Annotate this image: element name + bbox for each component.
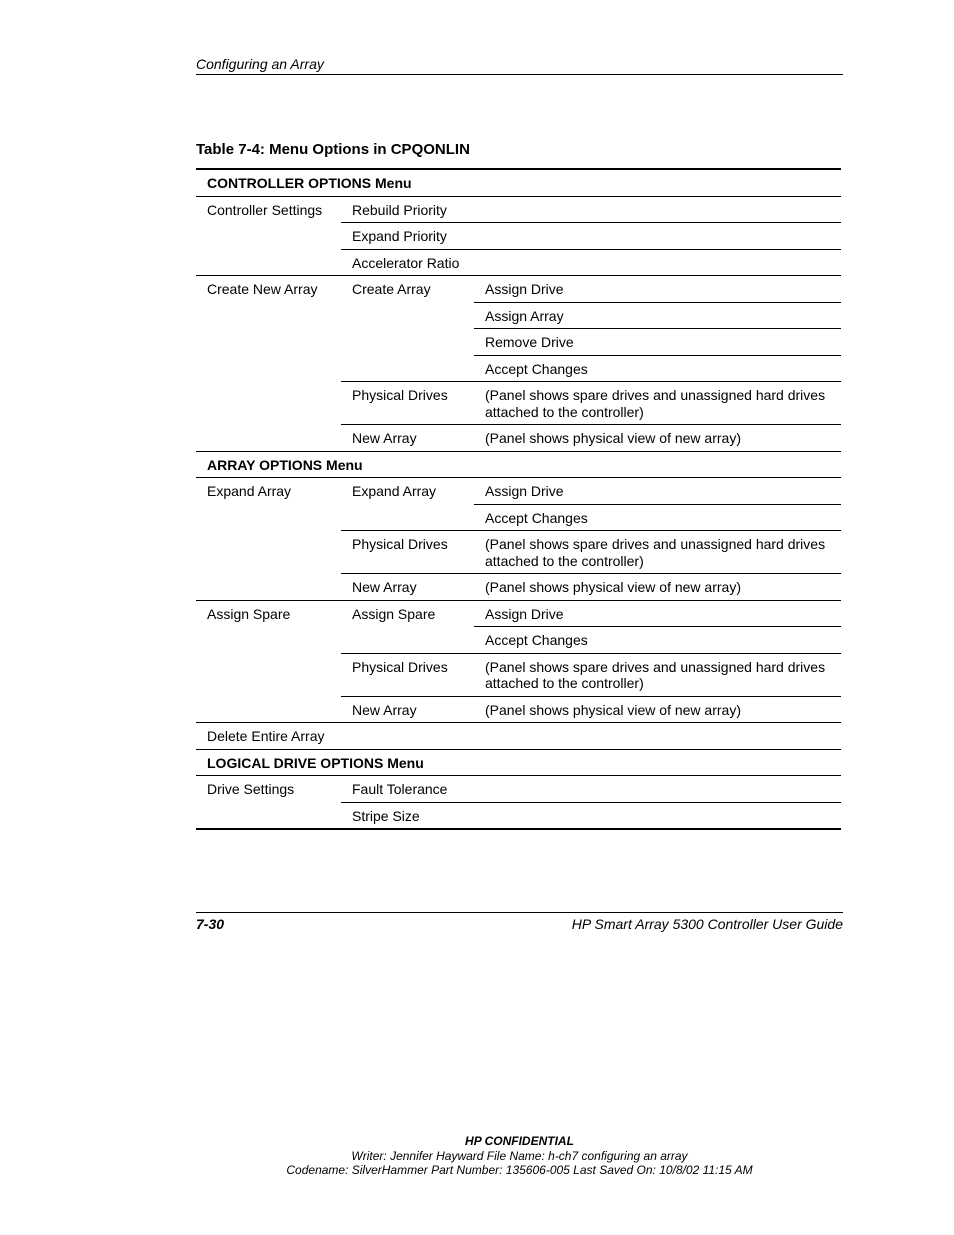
page-number: 7-30 [196,916,225,932]
option-item: Accept Changes [474,504,841,531]
menu-item: Delete Entire Array [196,723,841,750]
section-title: LOGICAL DRIVE OPTIONS Menu [196,749,841,776]
submenu-item: Create Array [341,276,474,382]
option-item: (Panel shows spare drives and unassigned hard drives attached to the controller) [474,382,841,425]
submenu-item: Expand Priority [341,223,841,250]
submenu-item: Physical Drives [341,653,474,696]
option-item: Assign Array [474,302,841,329]
confidential-title: HP CONFIDENTIAL [465,1134,574,1148]
submenu-item: Fault Tolerance [341,776,841,803]
section-row [196,749,841,776]
option-item: Remove Drive [474,329,841,356]
table-row [196,276,841,303]
running-footer [196,912,843,932]
submenu-item: Physical Drives [341,531,474,574]
table-row [196,196,841,223]
submenu-item: Physical Drives [341,382,474,425]
confidential-writer-line: Writer: Jennifer Hayward File Name: h-ch7 configuring an array [351,1148,688,1163]
option-item: (Panel shows physical view of new array) [474,574,841,601]
section-title: CONTROLLER OPTIONS Menu [207,175,412,191]
option-item: Assign Drive [474,478,841,505]
option-item: Accept Changes [474,627,841,654]
section-row [196,169,841,196]
option-item: Assign Drive [474,276,841,303]
option-item: (Panel shows physical view of new array) [474,696,841,723]
submenu-item: Assign Spare [341,600,474,653]
section-row [196,451,841,478]
submenu-item: Stripe Size [341,802,841,829]
submenu-item: Expand Array [341,478,474,531]
guide-title: HP Smart Array 5300 Controller User Guide [571,916,843,932]
confidential-codename-line: Codename: SilverHammer Part Number: 135606-005 Last Saved On: 10/8/02 11:15 AM [286,1163,753,1177]
submenu-item: Rebuild Priority [341,196,841,223]
table-row [196,478,841,505]
table-row [196,723,841,750]
table-row [196,600,841,627]
menu-item: Expand Array [196,478,341,601]
menu-item: Controller Settings [196,196,341,276]
menu-item: Assign Spare [196,600,341,723]
menu-item: Drive Settings [196,776,341,830]
confidential-notice [196,1134,843,1178]
option-item: Accept Changes [474,355,841,382]
menu-item: Create New Array [196,276,341,452]
submenu-item: New Array [341,696,474,723]
submenu-item: Accelerator Ratio [341,249,841,276]
running-header: Configuring an Array [196,56,843,75]
table-row [196,776,841,803]
section-title: ARRAY OPTIONS Menu [196,451,841,478]
option-item: (Panel shows spare drives and unassigned hard drives attached to the controller) [474,653,841,696]
menu-options-table [196,168,841,830]
option-item: Assign Drive [474,600,841,627]
submenu-item: New Array [341,574,474,601]
table-caption: Table 7-4: Menu Options in CPQONLIN [196,141,470,158]
option-item: (Panel shows physical view of new array) [474,425,841,452]
option-item: (Panel shows spare drives and unassigned hard drives attached to the controller) [474,531,841,574]
submenu-item: New Array [341,425,474,452]
